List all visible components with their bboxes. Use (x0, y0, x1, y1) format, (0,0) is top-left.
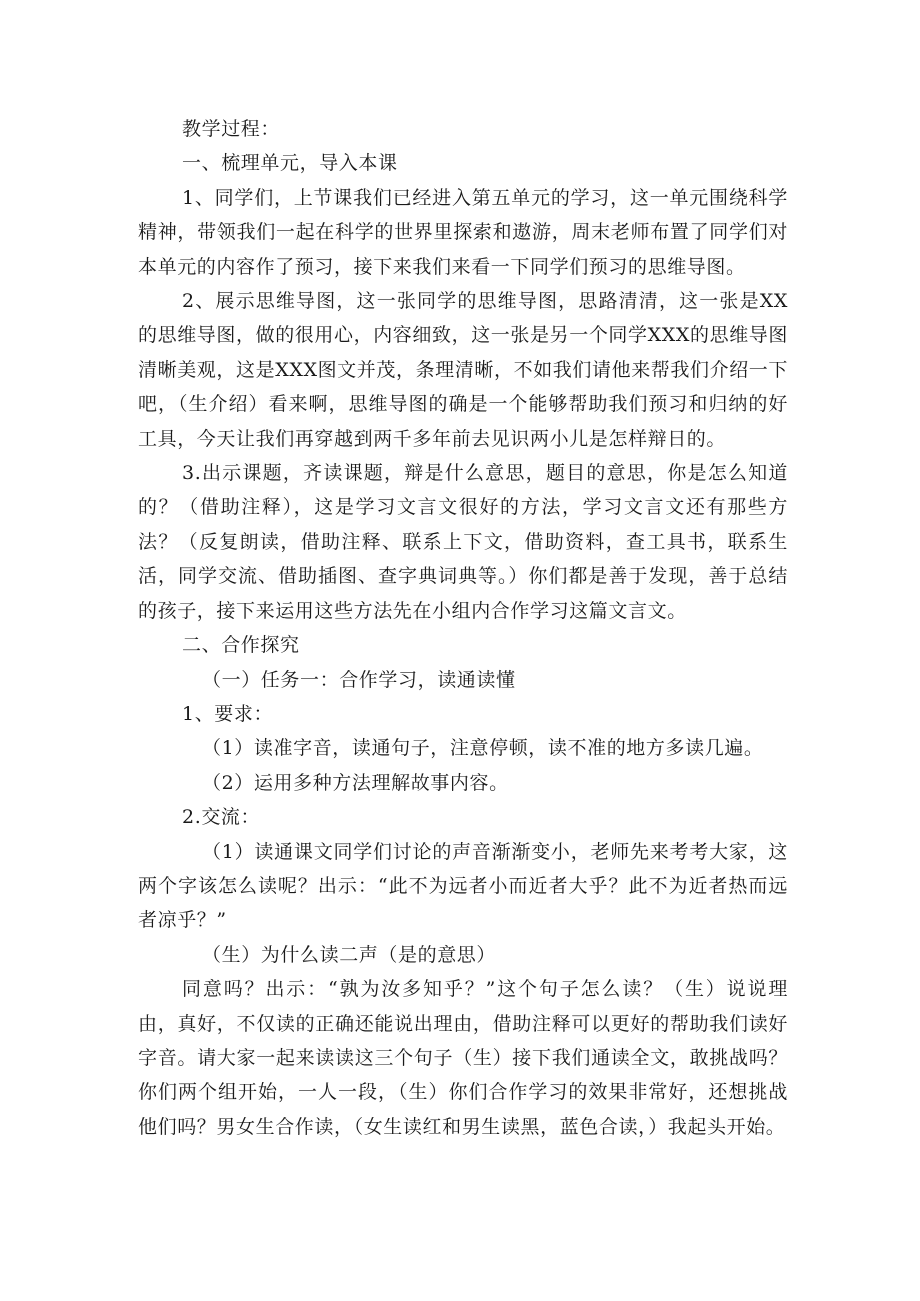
paragraph-1: 1、同学们，上节课我们已经进入第五单元的学习，这一单元围绕科学精神，带领我们一起在科学的世界里探索和遨游，周末老师布置了同学们对本单元的内容作了预习，接下来我们来看一下同学们预习的思维导图。 (138, 186, 788, 278)
requirement-2: （2）运用多种方法理解故事内容。 (202, 771, 509, 794)
exchange-paragraph-1: （1）读通课文同学们讨论的声音渐渐变小，老师先来考考大家，这两个字该怎么读呢？出示：“此不为远者小而近者大乎？此不为近者热而远者凉乎？” (138, 840, 788, 932)
document-body (138, 112, 788, 1144)
heading-teaching-process: 教学过程： (182, 118, 281, 140)
paragraph-2: 2、展示思维导图，这一张同学的思维导图，思路清清，这一张是XX的思维导图，做的很用心，内容细致，这一张是另一个同学XXX的思维导图清晰美观，这是XXX图文并茂，条理清晰，不如我们请他来帮我们介绍一下吧，（生介绍）看来啊，思维导图的确是一个能够帮助我们预习和归纳的好工具，今天让我们再穿越到两千多年前去见识两小儿是怎样辩日的。 (138, 290, 788, 450)
section-2-title: 二、合作探究 (182, 634, 300, 657)
requirements-title: 1、要求： (182, 702, 274, 725)
section-1-title: 一、梳理单元，导入本课 (182, 152, 398, 175)
exchange-paragraph-3: 同意吗？出示：“孰为汝多知乎？”这个句子怎么读？（生）说说理由，真好，不仅读的正确还能说出理由，借助注释可以更好的帮助我们读好字音。请大家一起来读读这三个句子（生）接下我们通读全文，敢挑战吗？你们两个组开始，一人一段，（生）你们合作学习的效果非常好，还想挑战他们吗？男女生合作读，（女生读红和男生读黑，蓝色合读，）我起头开始。 (138, 978, 788, 1138)
paragraph-3: 3.出示课题，齐读课题，辩是什么意思，题目的意思，你是怎么知道的？（借助注释），这是学习文言文很好的方法，学习文言文还有那些方法？（反复朗读，借助注释、联系上下文，借助资料，查工具书，联系生活，同学交流、借助插图、查字典词典等。）你们都是善于发现，善于总结的孩子，接下来运用这些方法先在小组内合作学习这篇文言文。 (138, 462, 788, 622)
task-1-title: （一）任务一：合作学习，读通读懂 (202, 668, 516, 691)
exchange-title: 2.交流： (182, 806, 261, 829)
requirement-1: （1）读准字音，读通句子，注意停顿，读不准的地方多读几遍。 (202, 737, 764, 760)
exchange-paragraph-2: （生）为什么读二声（是的意思） (202, 943, 497, 966)
